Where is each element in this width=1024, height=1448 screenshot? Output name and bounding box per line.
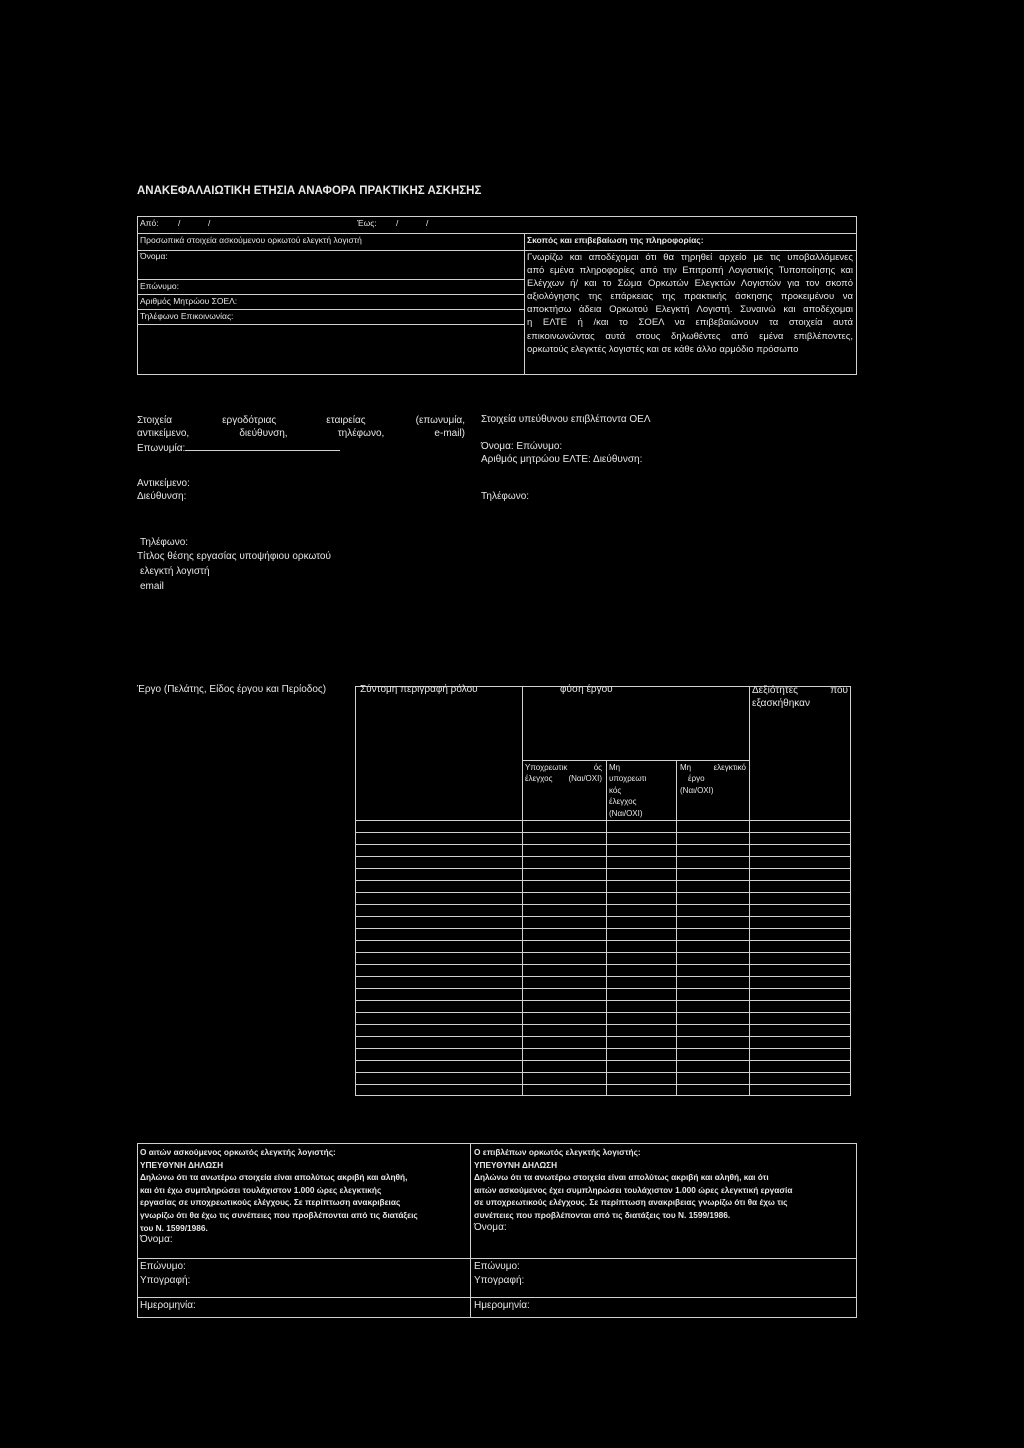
job-title-label: ελεγκτή λογιστή (140, 566, 210, 577)
personal-details-header: Προσωπικά στοιχεία ασκούμενου ορκωτού ελεγκτή λογιστή (140, 235, 362, 245)
supervisor-name-line: Όνομα: Επώνυμο: (481, 441, 563, 452)
phone-label: Τηλέφωνο Επικοινωνίας: (140, 311, 234, 321)
table-row (355, 953, 851, 965)
table-row (355, 1037, 851, 1049)
table-row (355, 1001, 851, 1013)
non-audit-line: (Ναι/ΟΧΙ) (680, 785, 714, 795)
employer-heading (137, 414, 465, 440)
table-row (355, 989, 851, 1001)
field-rule (137, 324, 524, 325)
purpose-line: από εμένα πληροφορίες από την Επιτροπή Λογιστικής Τυποποίησης και (527, 265, 853, 277)
field-rule (137, 294, 524, 295)
supervisor-declaration (474, 1146, 792, 1222)
applicant-declaration-line: Δηλώνω ότι τα ανωτέρω στοιχεία είναι απολύτως ακριβή και αληθή, (140, 1172, 408, 1183)
applicant-signature-label: Υπογραφή: (140, 1275, 191, 1286)
supervisor-signature-label: Υπογραφή: (474, 1275, 525, 1286)
table-row (355, 941, 851, 953)
date-separator: / (426, 218, 429, 228)
registry-label: Αριθμός Μητρώου ΣΟΕΛ: (140, 296, 238, 306)
table-row (355, 905, 851, 917)
company-name-field (137, 441, 340, 455)
applicant-declaration-line: και ότι έχω συμπληρώσει τουλάχιστον 1.000 ώρες ελεγκτικής (140, 1184, 382, 1195)
table-row (355, 845, 851, 857)
period-to-label: Έως: (357, 218, 377, 228)
role-column-header: Σύντομη περιγραφή ρόλου (360, 684, 478, 695)
table-row (355, 821, 851, 833)
table-row (355, 1025, 851, 1037)
purpose-line: επικοινωνώντας αυτά στους δηλωθέντες από εμένα επιβλέποντες, (527, 330, 853, 342)
field-rule (137, 279, 524, 280)
purpose-statement (527, 251, 853, 356)
table-row (355, 965, 851, 977)
mandatory-audit-line: έλεγχος (Ναι/ΟΧΙ) (525, 774, 602, 783)
applicant-declaration-line: γνωρίζω ότι θα έχω τις συνέπειες που προβλέπονται από τις διατάξεις (140, 1209, 418, 1220)
supervisor-declaration-line: σε υποχρεωτικούς ελέγχους. Σε περίπτωση ανακριβειας γνωρίζω ότι θα έχω τις (474, 1197, 788, 1208)
non-mandatory-audit-line: έλεγχος (609, 797, 637, 807)
email-label: email (140, 581, 164, 592)
table-row (355, 1085, 851, 1097)
table-row (355, 857, 851, 869)
supervisor-phone-label: Τηλέφωνο: (481, 491, 530, 502)
applicant-name-label: Όνομα: (140, 1234, 173, 1245)
table-row (355, 1073, 851, 1085)
applicant-declaration-heading: ΥΠΕΥΘΥΝΗ ΔΗΛΩΣΗ (140, 1159, 224, 1170)
surname-label: Επώνυμο: (140, 281, 179, 291)
supervisor-declaration-line: Δηλώνω ότι τα ανωτέρω στοιχεία είναι απολύτως ακριβή και αληθή, και ότι (474, 1172, 769, 1183)
date-separator: / (178, 218, 181, 228)
mandatory-audit-line: Υποχρεωτικ ός (525, 763, 602, 772)
non-mandatory-audit-line: Μη (609, 763, 621, 772)
nature-column-header: φύση έργου (560, 684, 613, 695)
non-audit-line: έργο (688, 774, 705, 784)
non-mandatory-audit-line: (Ναι/ΟΧΙ) (609, 808, 643, 818)
divider (137, 233, 857, 234)
projects-table-body (355, 821, 851, 1096)
applicant-date-label: Ημερομηνία: (140, 1300, 196, 1311)
table-row (355, 893, 851, 905)
employer-heading-line: αντικείμενο, διεύθυνση, τηλέφωνο, e-mail) (137, 428, 465, 439)
supervisor-date-label: Ημερομηνία: (474, 1300, 530, 1311)
purpose-line: ορκωτούς ελεγκτές λογιστές και σε κάθε άλλο αρμόδιο πρόσωπο (527, 343, 799, 355)
table-row (355, 869, 851, 881)
supervisor-surname-label: Επώνυμο: (474, 1261, 520, 1272)
date-separator: / (208, 218, 211, 228)
supervisor-declaration-line: συνέπειες που προβλέπονται από τις διατάξεις του Ν. 1599/1986. (474, 1209, 731, 1220)
table-row (355, 1013, 851, 1025)
date-separator: / (396, 218, 399, 228)
non-mandatory-audit-line: κός (609, 785, 622, 795)
skills-header-line: εξασκήθηκαν (752, 698, 810, 709)
field-rule (137, 309, 524, 310)
table-row (355, 833, 851, 845)
purpose-line: η ΕΛΤΕ ή /και το ΣΟΕΛ να επιβεβαιώνουν τα στοιχεία αυτά (527, 317, 853, 329)
column-divider (470, 1143, 471, 1318)
non-audit-work-header (680, 762, 746, 796)
non-audit-line: Μη ελεγκτικό (680, 763, 746, 772)
applicant-declaration-line: του Ν. 1599/1986. (140, 1222, 208, 1233)
purpose-line: αποκτήσω άδεια Ορκωτού Ελεγκτή Λογιστή. Συναινώ και αποδέχομαι (527, 304, 853, 316)
divider (137, 1258, 857, 1259)
table-row (355, 977, 851, 989)
table-row (355, 1061, 851, 1073)
employer-heading-line: Στοιχεία εργοδότριας εταιρείας (επωνυμία, (137, 415, 465, 426)
project-row-label: Έργο (Πελάτης, Είδος έργου και Περίοδος) (137, 684, 327, 695)
job-title-label: Τίτλος θέσης εργασίας υποψήφιου ορκωτού (137, 551, 331, 562)
page-title: ΑΝΑΚΕΦΑΛΑΙΩΤΙΚΗ ΕΤΗΣΙΑ ΑΝΑΦΟΡΑ ΠΡΑΚΤΙΚΗΣ ΑΣΚΗΣΗΣ (137, 185, 482, 197)
applicant-declaration (140, 1146, 418, 1234)
purpose-line: αξιολόγησης της επάρκειας της πρακτικής άσκησης προκειμένου να (527, 291, 853, 303)
table-row (355, 881, 851, 893)
table-row (355, 917, 851, 929)
column-divider (524, 233, 525, 375)
supervisor-declaration-heading: ΥΠΕΥΘΥΝΗ ΔΗΛΩΣΗ (474, 1159, 558, 1170)
supervisor-heading: Στοιχεία υπεύθυνου επιβλέποντα ΟΕΛ (481, 414, 651, 425)
divider (137, 1297, 857, 1298)
subheader-rule (522, 760, 749, 761)
mandatory-audit-header (525, 762, 602, 784)
employer-address-label: Διεύθυνση: (137, 491, 187, 502)
supervisor-name-label: Όνομα: (474, 1222, 507, 1233)
purpose-header: Σκοπός και επιβεβαίωση της πληροφορίας: (527, 235, 704, 245)
purpose-line: Γνωρίζω και αποδέχομαι ότι θα τηρηθεί αρχείο με τις υποβαλλόμενες (527, 252, 853, 263)
company-name-label: Επωνυμία: (137, 443, 186, 454)
non-mandatory-audit-line: υποχρεωτι (609, 774, 647, 784)
table-row (355, 929, 851, 941)
supervisor-declaration-title: Ο επιβλέπων ορκωτός ελεγκτής λογιστής: (474, 1147, 641, 1157)
applicant-surname-label: Επώνυμο: (140, 1261, 186, 1272)
employer-object-label: Αντικείμενο: (137, 478, 190, 489)
supervisor-registry-line: Αριθμός μητρώου ΕΛΤΕ: Διεύθυνση: (481, 454, 643, 465)
skills-column-header (752, 684, 848, 710)
name-label: Όνομα: (140, 251, 168, 261)
non-mandatory-audit-header (609, 762, 673, 819)
supervisor-declaration-line: αιτών ασκούμενος έχει συμπληρώσει τουλάχιστον 1.000 ώρες ελεγκτική εργασία (474, 1184, 793, 1195)
skills-header-line: Δεξιότητες που (752, 685, 848, 696)
applicant-declaration-title: Ο αιτών ασκούμενος ορκωτός ελεγκτής λογιστής: (140, 1147, 336, 1157)
employer-phone-label: Τηλέφωνο: (140, 537, 189, 548)
company-name-underline (185, 441, 340, 451)
period-from-label: Από: (140, 218, 159, 228)
applicant-declaration-line: εργασίας σε υποχρεωτικούς ελέγχους. Σε περίπτωση ανακριβειας (140, 1197, 401, 1208)
table-row (355, 1049, 851, 1061)
purpose-line: Ελέγχων ή/ και το Σώμα Ορκωτών Ελεγκτών Λογιστών για τον σκοπό (527, 278, 853, 290)
